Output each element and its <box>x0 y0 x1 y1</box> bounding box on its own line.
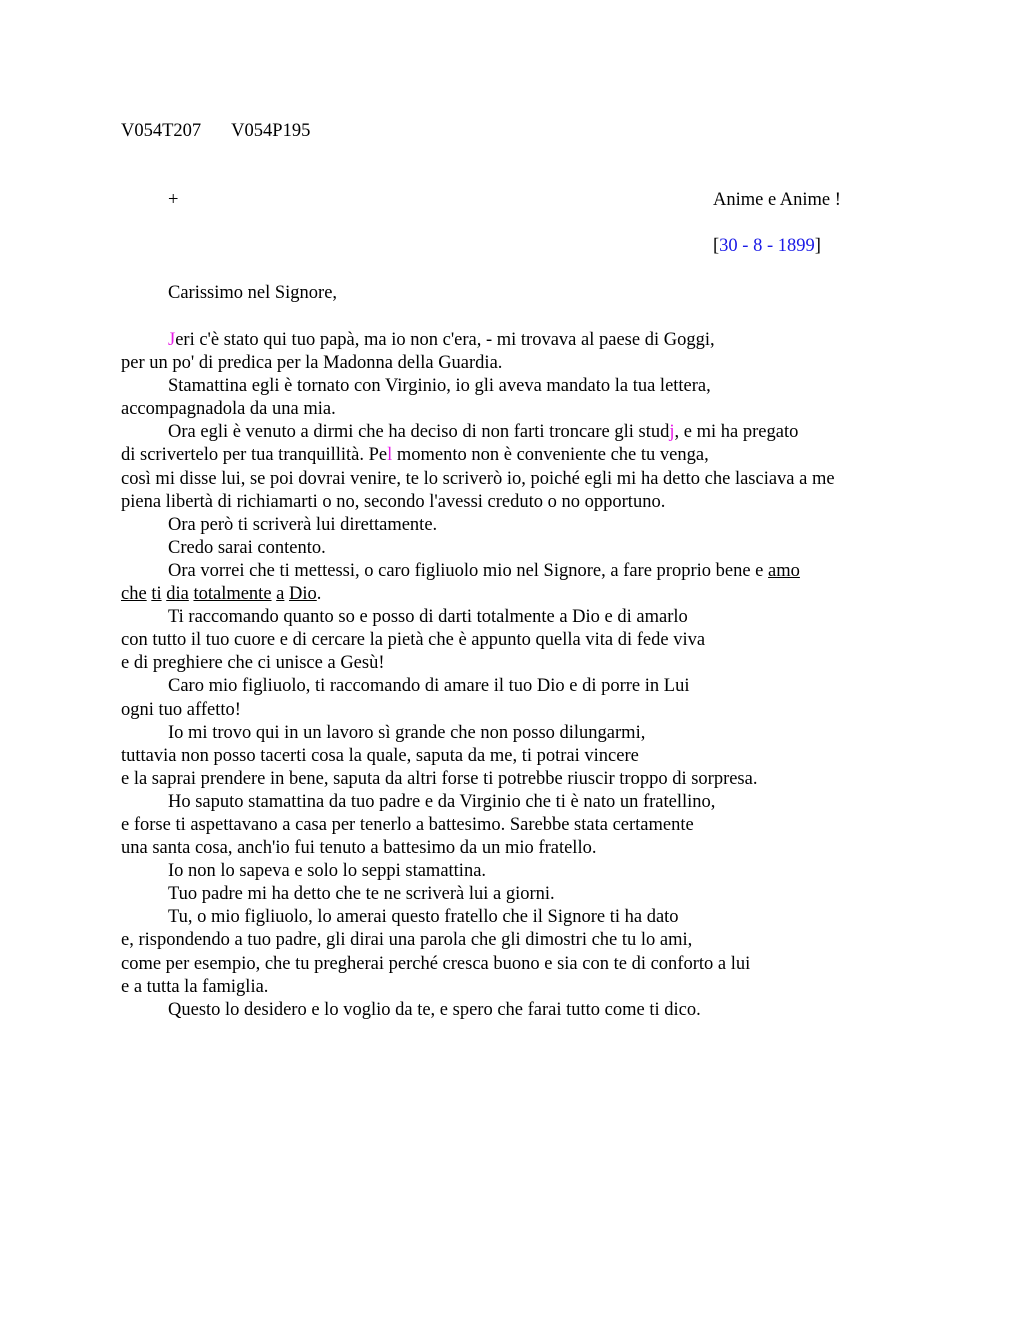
letter-title: Anime e Anime ! <box>713 190 841 210</box>
body-line: Credo sarai contento. <box>168 537 326 558</box>
emended-letter: j <box>669 422 675 443</box>
body-line: Ora vorrei che ti mettessi, o caro figliuolo mio nel Signore, a fare proprio bene e amo <box>168 560 800 581</box>
body-line: Caro mio figliuolo, ti raccomando di amare il tuo Dio e di porre in Lui <box>168 676 690 697</box>
body-line: tuttavia non posso tacerti cosa la quale, saputa da me, ti potrai vincere <box>121 745 639 766</box>
underlined-word: amo <box>768 560 800 581</box>
date-value: 30 - 8 - 1899 <box>719 236 815 256</box>
body-line: Ho saputo stamattina da tuo padre e da Virginio che ti è nato un fratellino, <box>168 791 716 812</box>
body-line: Tuo padre mi ha detto che te ne scriverà lui a giorni. <box>168 884 555 905</box>
body-line: ogni tuo affetto! <box>121 699 241 720</box>
body-line: Stamattina egli è tornato con Virginio, io gli aveva mandato la tua lettera, <box>168 376 711 397</box>
body-line: che ti dia totalmente a Dio. <box>121 584 322 605</box>
body-line: per un po' di predica per la Madonna della Guardia. <box>121 353 503 374</box>
body-line: Questo lo desidero e lo voglio da te, e spero che farai tutto come ti dico. <box>168 999 701 1020</box>
letter-body <box>121 329 911 1022</box>
body-line: così mi disse lui, se poi dovrai venire, te lo scriverò io, poiché egli mi ha detto che lasciava a me <box>121 468 835 489</box>
underlined-word: ti <box>151 584 162 605</box>
body-line: e a tutta la famiglia. <box>121 976 269 997</box>
emended-letter: l <box>387 445 393 466</box>
volume-text-code: V054T207 <box>121 121 202 141</box>
body-line: accompagnadola da una mia. <box>121 399 336 420</box>
body-line: e la saprai prendere in bene, saputa da altri forse ti potrebbe riuscir troppo di sorpresa. <box>121 768 758 789</box>
emended-initial: J <box>168 330 176 350</box>
body-line: e forse ti aspettavano a casa per tenerlo a battesimo. Sarebbe stata certamente <box>121 814 694 835</box>
body-line: e di preghiere che ci unisce a Gesù! <box>121 653 385 674</box>
body-line: e, rispondendo a tuo padre, gli dirai una parola che gli dimostri che tu lo ami, <box>121 930 693 951</box>
underlined-word: Dio <box>289 584 317 605</box>
body-line: di scrivertelo per tua tranquillità. Pel momento non è conveniente che tu venga, <box>121 445 709 466</box>
body-line: Ti raccomando quanto so e posso di darti totalmente a Dio e di amarlo <box>168 607 688 628</box>
body-line: Ora egli è venuto a dirmi che ha deciso di non farti troncare gli studj, e mi ha pregato <box>168 422 799 443</box>
underlined-word: dia <box>166 584 189 605</box>
body-line: una santa cosa, anch'io fui tenuto a battesimo da un mio fratello. <box>121 838 597 859</box>
body-line: con tutto il tuo cuore e di cercare la pietà che è appunto quella vita di fede viva <box>121 630 706 651</box>
body-line: Io mi trovo qui in un lavoro sì grande che non posso dilungarmi, <box>168 722 646 743</box>
underlined-word: a <box>276 584 285 605</box>
body-line: Io non lo sapeva e solo lo seppi stamattina. <box>168 861 487 882</box>
volume-page-code: V054P195 <box>231 121 311 141</box>
letter-greeting: Carissimo nel Signore, <box>168 283 338 303</box>
body-line: Ora però ti scriverà lui direttamente. <box>168 514 438 535</box>
letter-date <box>713 236 821 257</box>
date-bracket-close: ] <box>814 236 821 256</box>
body-line: come per esempio, che tu pregherai perché cresca buono e sia con te di conforto a lui <box>121 953 751 974</box>
body-line: Jeri c'è stato qui tuo papà, ma io non c'era, - mi trovava al paese di Goggi, <box>168 330 715 350</box>
underlined-word: totalmente <box>193 584 272 605</box>
body-line: Tu, o mio figliuolo, lo amerai questo fratello che il Signore ti ha dato <box>168 907 679 928</box>
underlined-word: che <box>121 584 147 605</box>
date-bracket-open: [ <box>713 236 720 256</box>
document-codes <box>121 121 310 142</box>
body-line: piena libertà di richiamarti o no, secondo l'avessi creduto o no opportuno. <box>121 491 666 512</box>
cross-symbol: + <box>168 190 179 210</box>
